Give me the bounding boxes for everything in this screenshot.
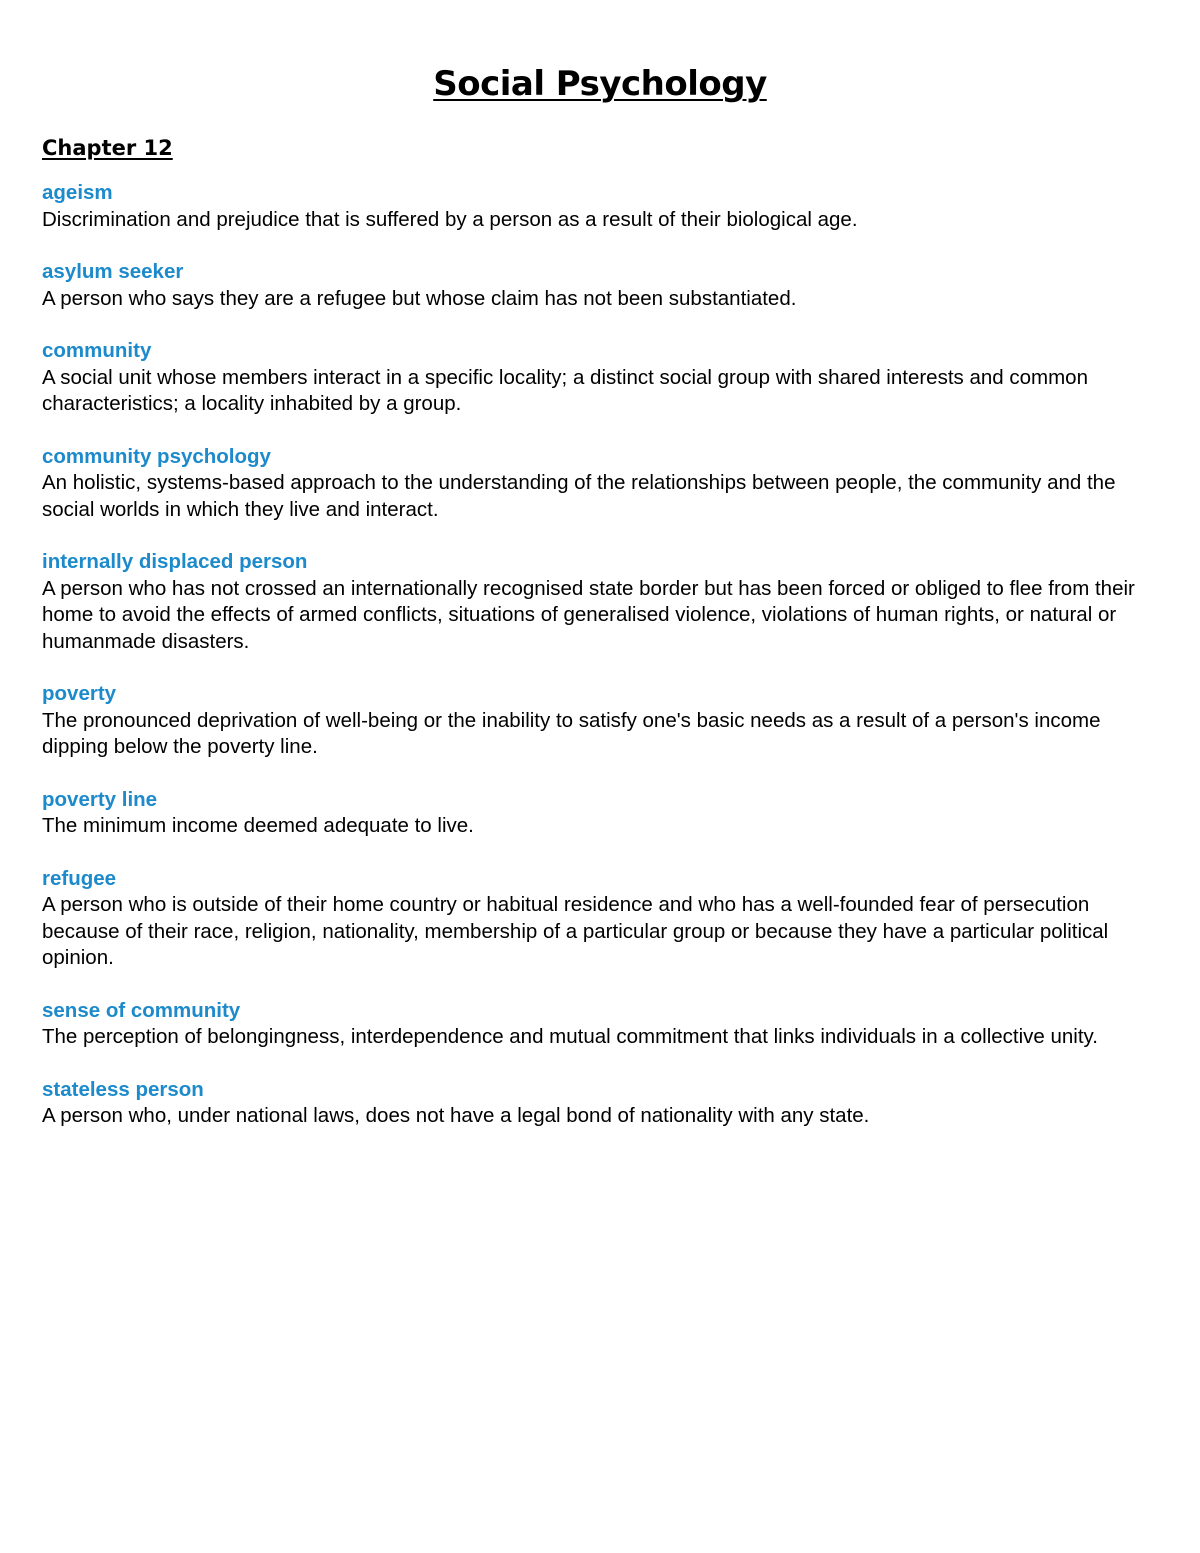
- glossary-entry: [42, 338, 1157, 418]
- glossary-term: sense of community: [42, 998, 241, 1022]
- glossary-entry: [42, 1077, 1157, 1130]
- glossary-definition: The pronounced deprivation of well-being or the inability to satisfy one's basic needs as a result of a person's income dipping below the poverty line.: [42, 708, 1101, 758]
- glossary-definition: A person who, under national laws, does not have a legal bond of nationality with any state.: [42, 1104, 870, 1127]
- glossary-list: [42, 180, 1157, 1156]
- glossary-term: stateless person: [42, 1077, 204, 1101]
- glossary-entry: [42, 549, 1157, 655]
- glossary-entry: [42, 681, 1157, 761]
- glossary-term: refugee: [42, 866, 117, 890]
- glossary-definition: Discrimination and prejudice that is suffered by a person as a result of their biological age.: [42, 207, 858, 231]
- glossary-definition: A social unit whose members interact in a specific locality; a distinct social group with shared interests and common characteristics; a locality inhabited by a group.: [42, 365, 1088, 415]
- glossary-entry: [42, 998, 1157, 1051]
- glossary-term: asylum seeker: [42, 260, 184, 283]
- glossary-definition: A person who says they are a refugee but whose claim has not been substantiated.: [42, 286, 797, 310]
- glossary-term: poverty: [42, 682, 117, 705]
- glossary-term: community: [42, 339, 152, 362]
- glossary-entry: [42, 866, 1157, 972]
- chapter-heading: Chapter 12: [42, 136, 173, 160]
- glossary-entry: [42, 259, 1157, 312]
- glossary-term: community psychology: [42, 444, 271, 468]
- glossary-term: ageism: [42, 181, 113, 204]
- glossary-term: internally displaced person: [42, 550, 308, 573]
- glossary-entry: [42, 444, 1157, 524]
- glossary-entry: [42, 180, 1157, 233]
- page-title: Social Psychology: [433, 64, 767, 104]
- glossary-definition: A person who is outside of their home country or habitual residence and who has a well-founded fear of persecution because of their race, religion, nationality, membership of a particular group or because they have a particular political opinion.: [42, 893, 1109, 969]
- glossary-definition: The perception of belongingness, interdependence and mutual commitment that links individuals in a collective unity.: [42, 1025, 1098, 1048]
- glossary-definition: The minimum income deemed adequate to live.: [42, 814, 474, 837]
- glossary-entry: [42, 787, 1157, 840]
- glossary-definition: A person who has not crossed an internationally recognised state border but has been forced or obliged to flee from their home to avoid the effects of armed conflicts, situations of generalised violence, violations of human rights, or natural or humanmade disasters.: [42, 576, 1135, 653]
- glossary-term: poverty line: [42, 787, 158, 811]
- glossary-definition: An holistic, systems-based approach to the understanding of the relationships between people, the community and the social worlds in which they live and interact.: [42, 471, 1116, 521]
